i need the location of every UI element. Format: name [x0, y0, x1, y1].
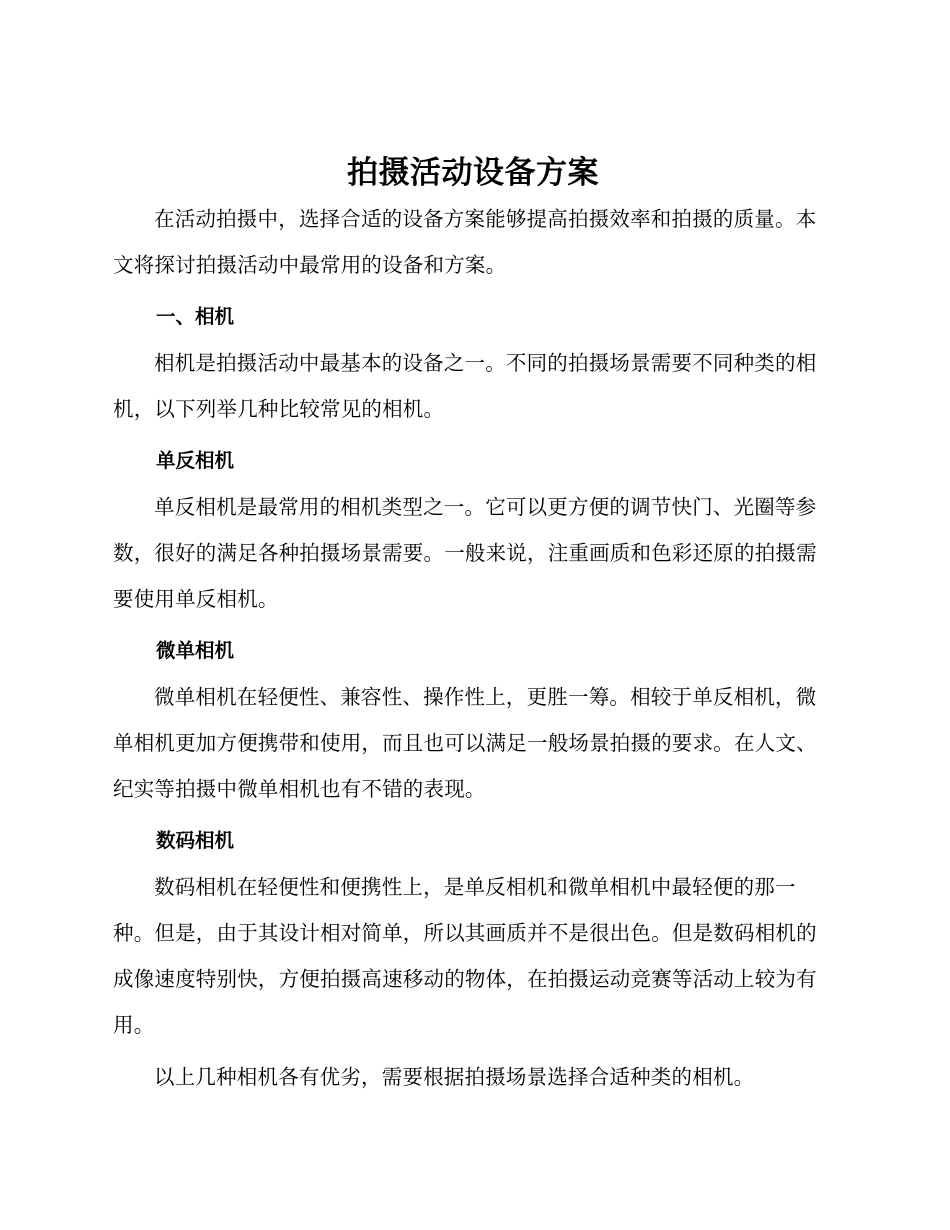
section-heading-mirrorless: 微单相机: [156, 639, 235, 662]
section-paragraph-dslr: 单反相机是最常用的相机类型之一。它可以更方便的调节快门、光圈等参数，很好的满足各种拍摄场景需要。一般来说，注重画质和色彩还原的拍摄需要使用单反相机。: [113, 495, 817, 611]
document-title: 拍摄活动设备方案: [347, 155, 599, 191]
section-paragraph-camera: 相机是拍摄活动中最基本的设备之一。不同的拍摄场景需要不同种类的相机，以下列举几种比较常见的相机。: [113, 351, 817, 421]
section-heading-dslr: 单反相机: [156, 449, 235, 472]
conclusion-paragraph: 以上几种相机各有优劣，需要根据拍摄场景选择合适种类的相机。: [154, 1065, 755, 1089]
intro-paragraph: 在活动拍摄中，选择合适的设备方案能够提高拍摄效率和拍摄的质量。本文将探讨拍摄活动中最常用的设备和方案。: [113, 207, 817, 277]
document-body: [113, 150, 833, 1100]
section-paragraph-digital: 数码相机在轻便性和便携性上，是单反相机和微单相机中最轻便的那一种。但是，由于其设计相对简单，所以其画质并不是很出色。但是数码相机的成像速度特别快，方便拍摄高速移动的物体，在拍摄运动竞赛等活动上较为有用。: [113, 875, 817, 1037]
section-paragraph-mirrorless: 微单相机在轻便性、兼容性、操作性上，更胜一筹。相较于单反相机，微单相机更加方便携带和使用，而且也可以满足一般场景拍摄的要求。在人文、纪实等拍摄中微单相机也有不错的表现。: [113, 685, 817, 801]
section-heading-digital: 数码相机: [156, 829, 235, 852]
section-heading-camera: 一、相机: [156, 305, 235, 328]
